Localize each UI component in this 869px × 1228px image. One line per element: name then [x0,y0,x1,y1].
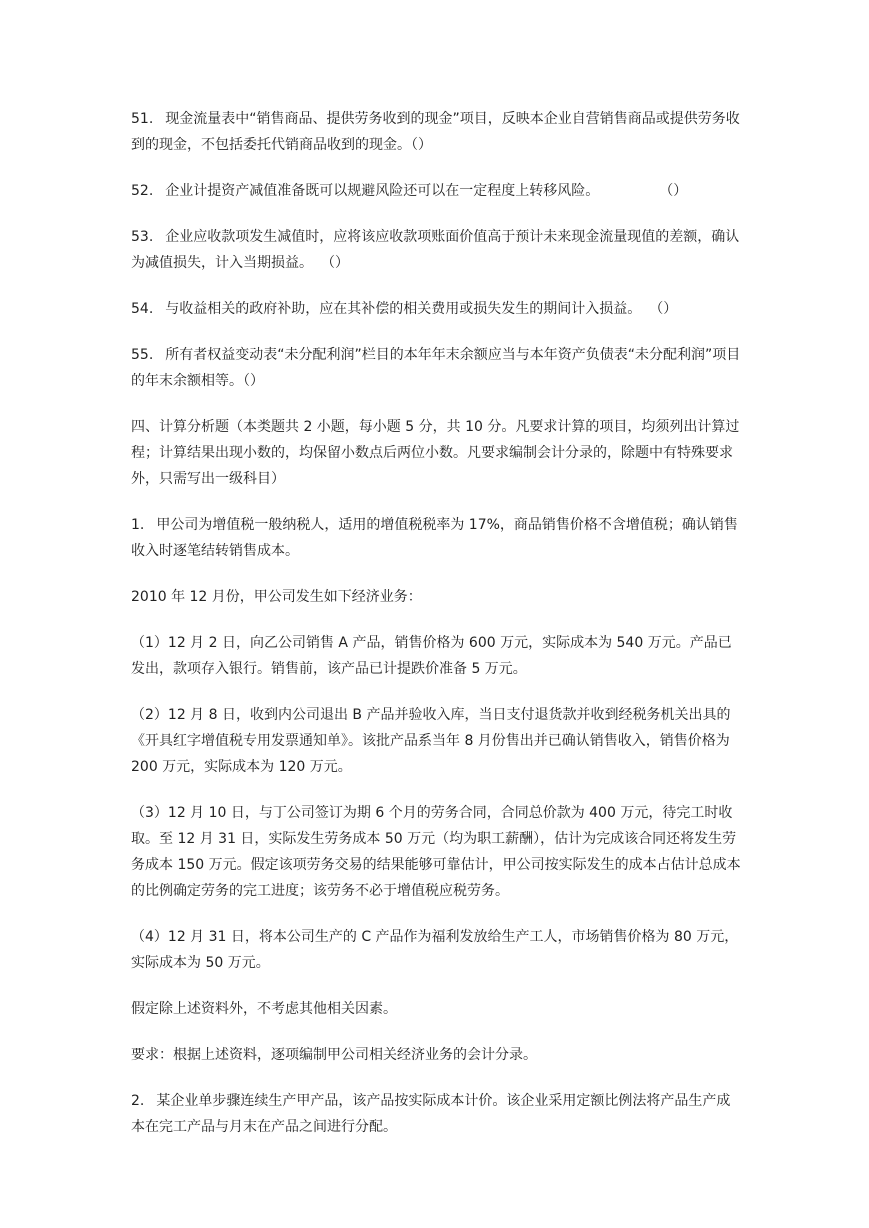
paragraph-text: （2）12 月 8 日，收到内公司退出 B 产品并验收入库，当日支付退货款并收到经税务机关出具的《开具红字增值税专用发票通知单》。该批产品系当年 8 月份售出并已确认销售收入，销售价格为 200 万元，实际成本为 120 万元。 [131,707,731,775]
paragraph-text: （3）12 月 10 日，与丁公司签订为期 6 个月的劳务合同，合同总价款为 400 万元，待完工时收取。至 12 月 31 日，实际发生劳务成本 50 万元（均为职工薪酬），估计为完成该合同还将发生劳务成本 150 万元。假定该项劳务交易的结果能够可靠估计，甲公司按实际发生的成本占估计总成本的比例确定劳务的完工进度；该劳务不必于增值税应税劳务。 [131,805,741,899]
question-number: 55. [131,347,154,363]
question-52 [131,178,743,204]
answer-bracket: （） [649,301,678,317]
problem-1-item-3 [131,800,743,904]
problem-text: 某企业单步骤连续生产甲产品，该产品按实际成本计价。该企业采用定额比例法将产品生产成本在完工产品与月末在产品之间进行分配。 [131,1093,731,1135]
problem-text: 甲公司为增值税一般纳税人，适用的增值税税率为 17%，商品销售价格不含增值税；确认销售收入时逐笔结转销售成本。 [131,517,738,559]
question-text: 与收益相关的政府补助，应在其补偿的相关费用或损失发生的期间计入损益。 [165,301,642,317]
section-heading [131,414,743,492]
problem-number: 2. [131,1093,145,1109]
problem-1-item-2 [131,702,743,780]
paragraph-text: 2010 年 12 月份，甲公司发生如下经济业务： [131,589,422,605]
problem-1-intro [131,584,743,610]
question-55 [131,342,743,394]
answer-bracket: （） [659,183,688,199]
question-text: 企业应收款项发生减值时，应将该应收款项账面价值高于预计未来现金流量现值的差额，确认为减值损失，计入当期损益。 [131,229,740,271]
question-number: 51. [131,111,154,127]
problem-1-item-1 [131,630,743,682]
question-number: 52. [131,183,154,199]
problem-1-assumption [131,996,743,1022]
paragraph-text: 假定除上述资料外，不考虑其他相关因素。 [131,1001,397,1017]
section-heading-text: 四、计算分析题（本类题共 2 小题，每小题 5 分，共 10 分。凡要求计算的项目，均须列出计算过程；计算结果出现小数的，均保留小数点后两位小数。凡要求编制会计分录的，除题中有特殊要求外，只需写出一级科目） [131,419,740,487]
question-text: 现金流量表中“销售商品、提供劳务收到的现金”项目，反映本企业自营销售商品或提供劳务收到的现金，不包括委托代销商品收到的现金。（） [131,111,740,153]
problem-1-item-4 [131,924,743,976]
paragraph-text: 要求：根据上述资料，逐项编制甲公司相关经济业务的会计分录。 [131,1047,537,1063]
paragraph-text: （4）12 月 31 日，将本公司生产的 C 产品作为福利发放给生产工人，市场销售价格为 80 万元，实际成本为 50 万元。 [131,929,739,971]
question-text: 企业计提资产减值准备既可以规避风险还可以在一定程度上转移风险。 [165,183,600,199]
problem-number: 1. [131,517,145,533]
question-53 [131,224,743,276]
problem-2 [131,1088,743,1140]
document-body [131,106,743,1160]
answer-bracket: （） [321,255,349,271]
question-text: 所有者权益变动表“未分配利润”栏目的本年年末余额应当与本年资产负债表“未分配利润”项目的年末余额相等。（） [131,347,741,389]
problem-1 [131,512,743,564]
problem-1-requirement [131,1042,743,1068]
question-54 [131,296,743,322]
paragraph-text: （1）12 月 2 日，向乙公司销售 A 产品，销售价格为 600 万元，实际成本为 540 万元。产品已发出，款项存入银行。销售前，该产品已计提跌价准备 5 万元。 [131,635,732,677]
question-51 [131,106,743,158]
question-number: 53. [131,229,154,245]
question-number: 54. [131,301,154,317]
